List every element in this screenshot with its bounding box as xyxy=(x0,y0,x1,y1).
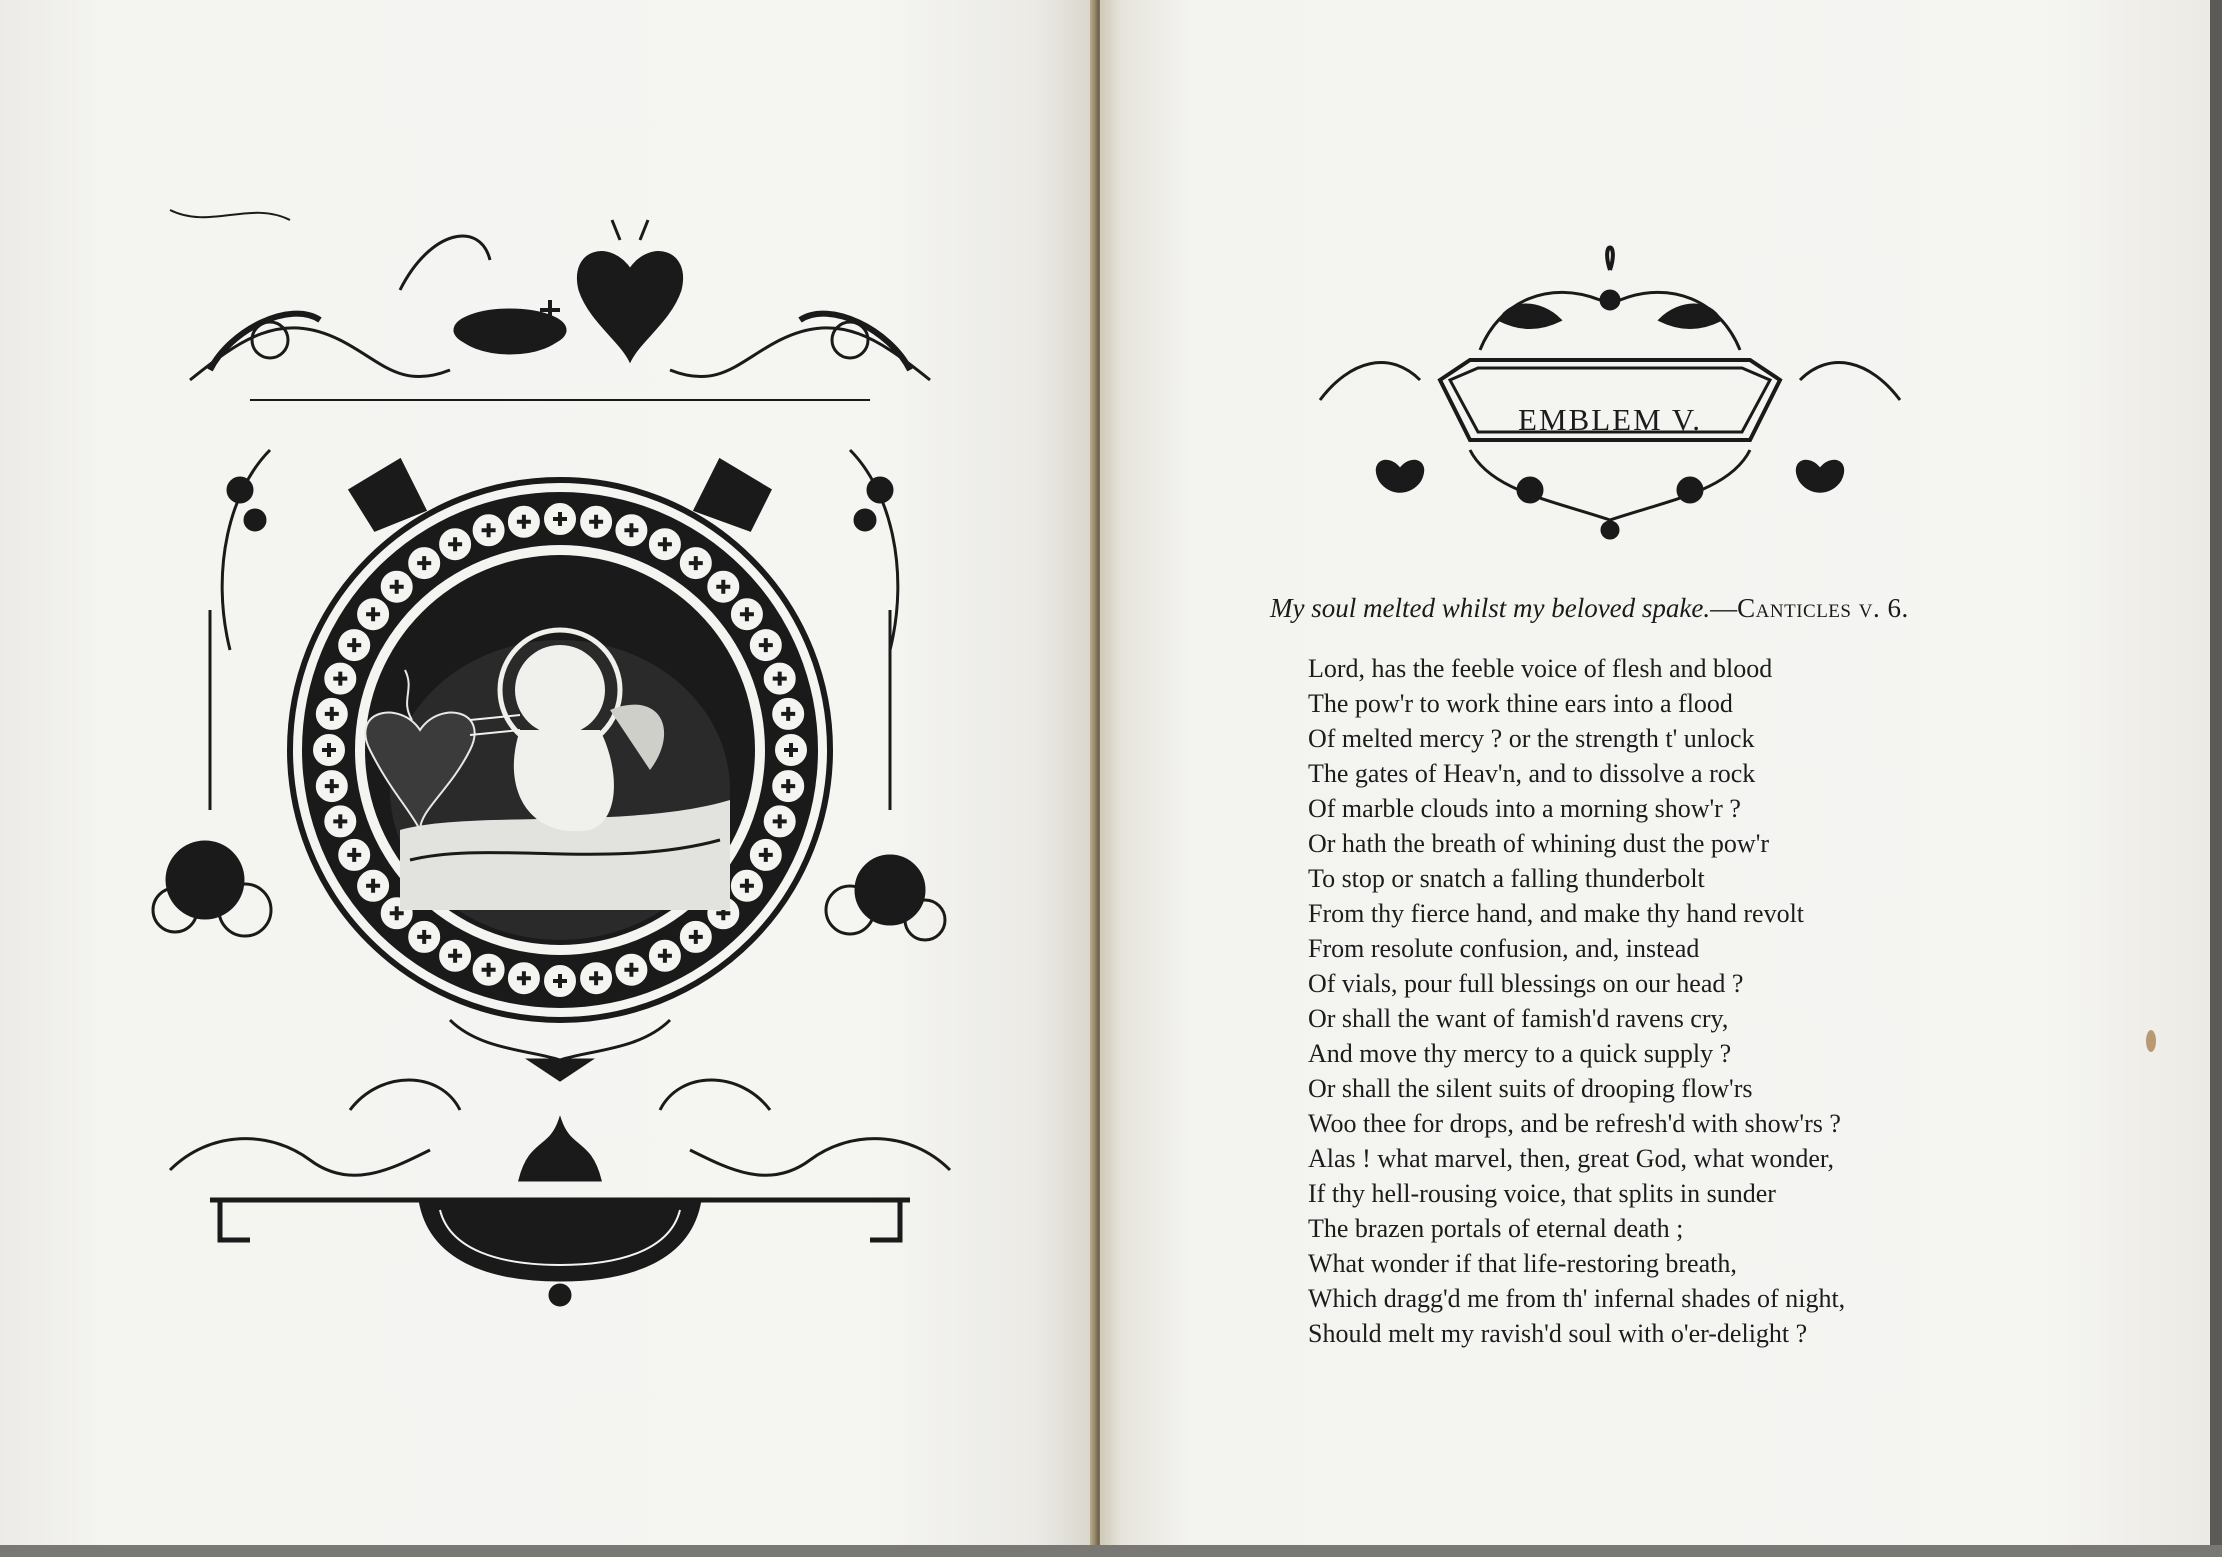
epigraph-dash: — xyxy=(1710,593,1738,623)
emblem-illustration xyxy=(150,190,970,1310)
poem-line: The gates of Heav'n, and to dissolve a rock xyxy=(1308,759,1756,788)
poem xyxy=(1308,651,1958,1351)
poem-line: To stop or snatch a falling thunderbolt xyxy=(1308,864,1705,893)
medallion xyxy=(290,480,830,1020)
poem-line: Of marble clouds into a morning show'r ? xyxy=(1308,794,1741,823)
poem-line: From resolute confusion, and, instead xyxy=(1308,934,1700,963)
epigraph-source: Canticles v. 6. xyxy=(1737,593,1909,623)
poem-line: Or shall the silent suits of drooping flow'rs xyxy=(1308,1074,1753,1103)
bottom-ornament xyxy=(170,1020,950,1305)
poem-line: Should melt my ravish'd soul with o'er-delight ? xyxy=(1308,1319,1808,1348)
page-edge xyxy=(2210,0,2222,1557)
poem-line: Alas ! what marvel, then, great God, what wonder, xyxy=(1308,1144,1835,1173)
top-ornament xyxy=(170,210,930,400)
poem-line: Woo thee for drops, and be refresh'd with show'rs ? xyxy=(1308,1109,1841,1138)
poem-line: Or hath the breath of whining dust the pow'r xyxy=(1308,829,1770,858)
poem-line: Lord, has the feeble voice of flesh and blood xyxy=(1308,654,1773,683)
poem-line: The pow'r to work thine ears into a flood xyxy=(1308,689,1733,718)
poem-line: What wonder if that life-restoring breath, xyxy=(1308,1249,1737,1278)
epigraph-quote: My soul melted whilst my beloved spake. xyxy=(1270,593,1711,623)
page-edge-bottom xyxy=(0,1545,2222,1557)
poem-line: And move thy mercy to a quick supply ? xyxy=(1308,1039,1732,1068)
poem-line: If thy hell-rousing voice, that splits in sunder xyxy=(1308,1179,1776,1208)
emblem-title: EMBLEM V. xyxy=(1518,402,1702,437)
poem-line: The brazen portals of eternal death ; xyxy=(1308,1214,1684,1243)
poem-line: Of melted mercy ? or the strength t' unlock xyxy=(1308,724,1755,753)
poem-line: Of vials, pour full blessings on our head ? xyxy=(1308,969,1744,998)
paper-stain xyxy=(2146,1030,2156,1052)
epigraph xyxy=(1270,593,1970,624)
left-page xyxy=(0,0,1092,1557)
poem-line: From thy fierce hand, and make thy hand revolt xyxy=(1308,899,1805,928)
poem-line: Which dragg'd me from th' infernal shades of night, xyxy=(1308,1284,1846,1313)
poem-line: Or shall the want of famish'd ravens cry, xyxy=(1308,1004,1729,1033)
